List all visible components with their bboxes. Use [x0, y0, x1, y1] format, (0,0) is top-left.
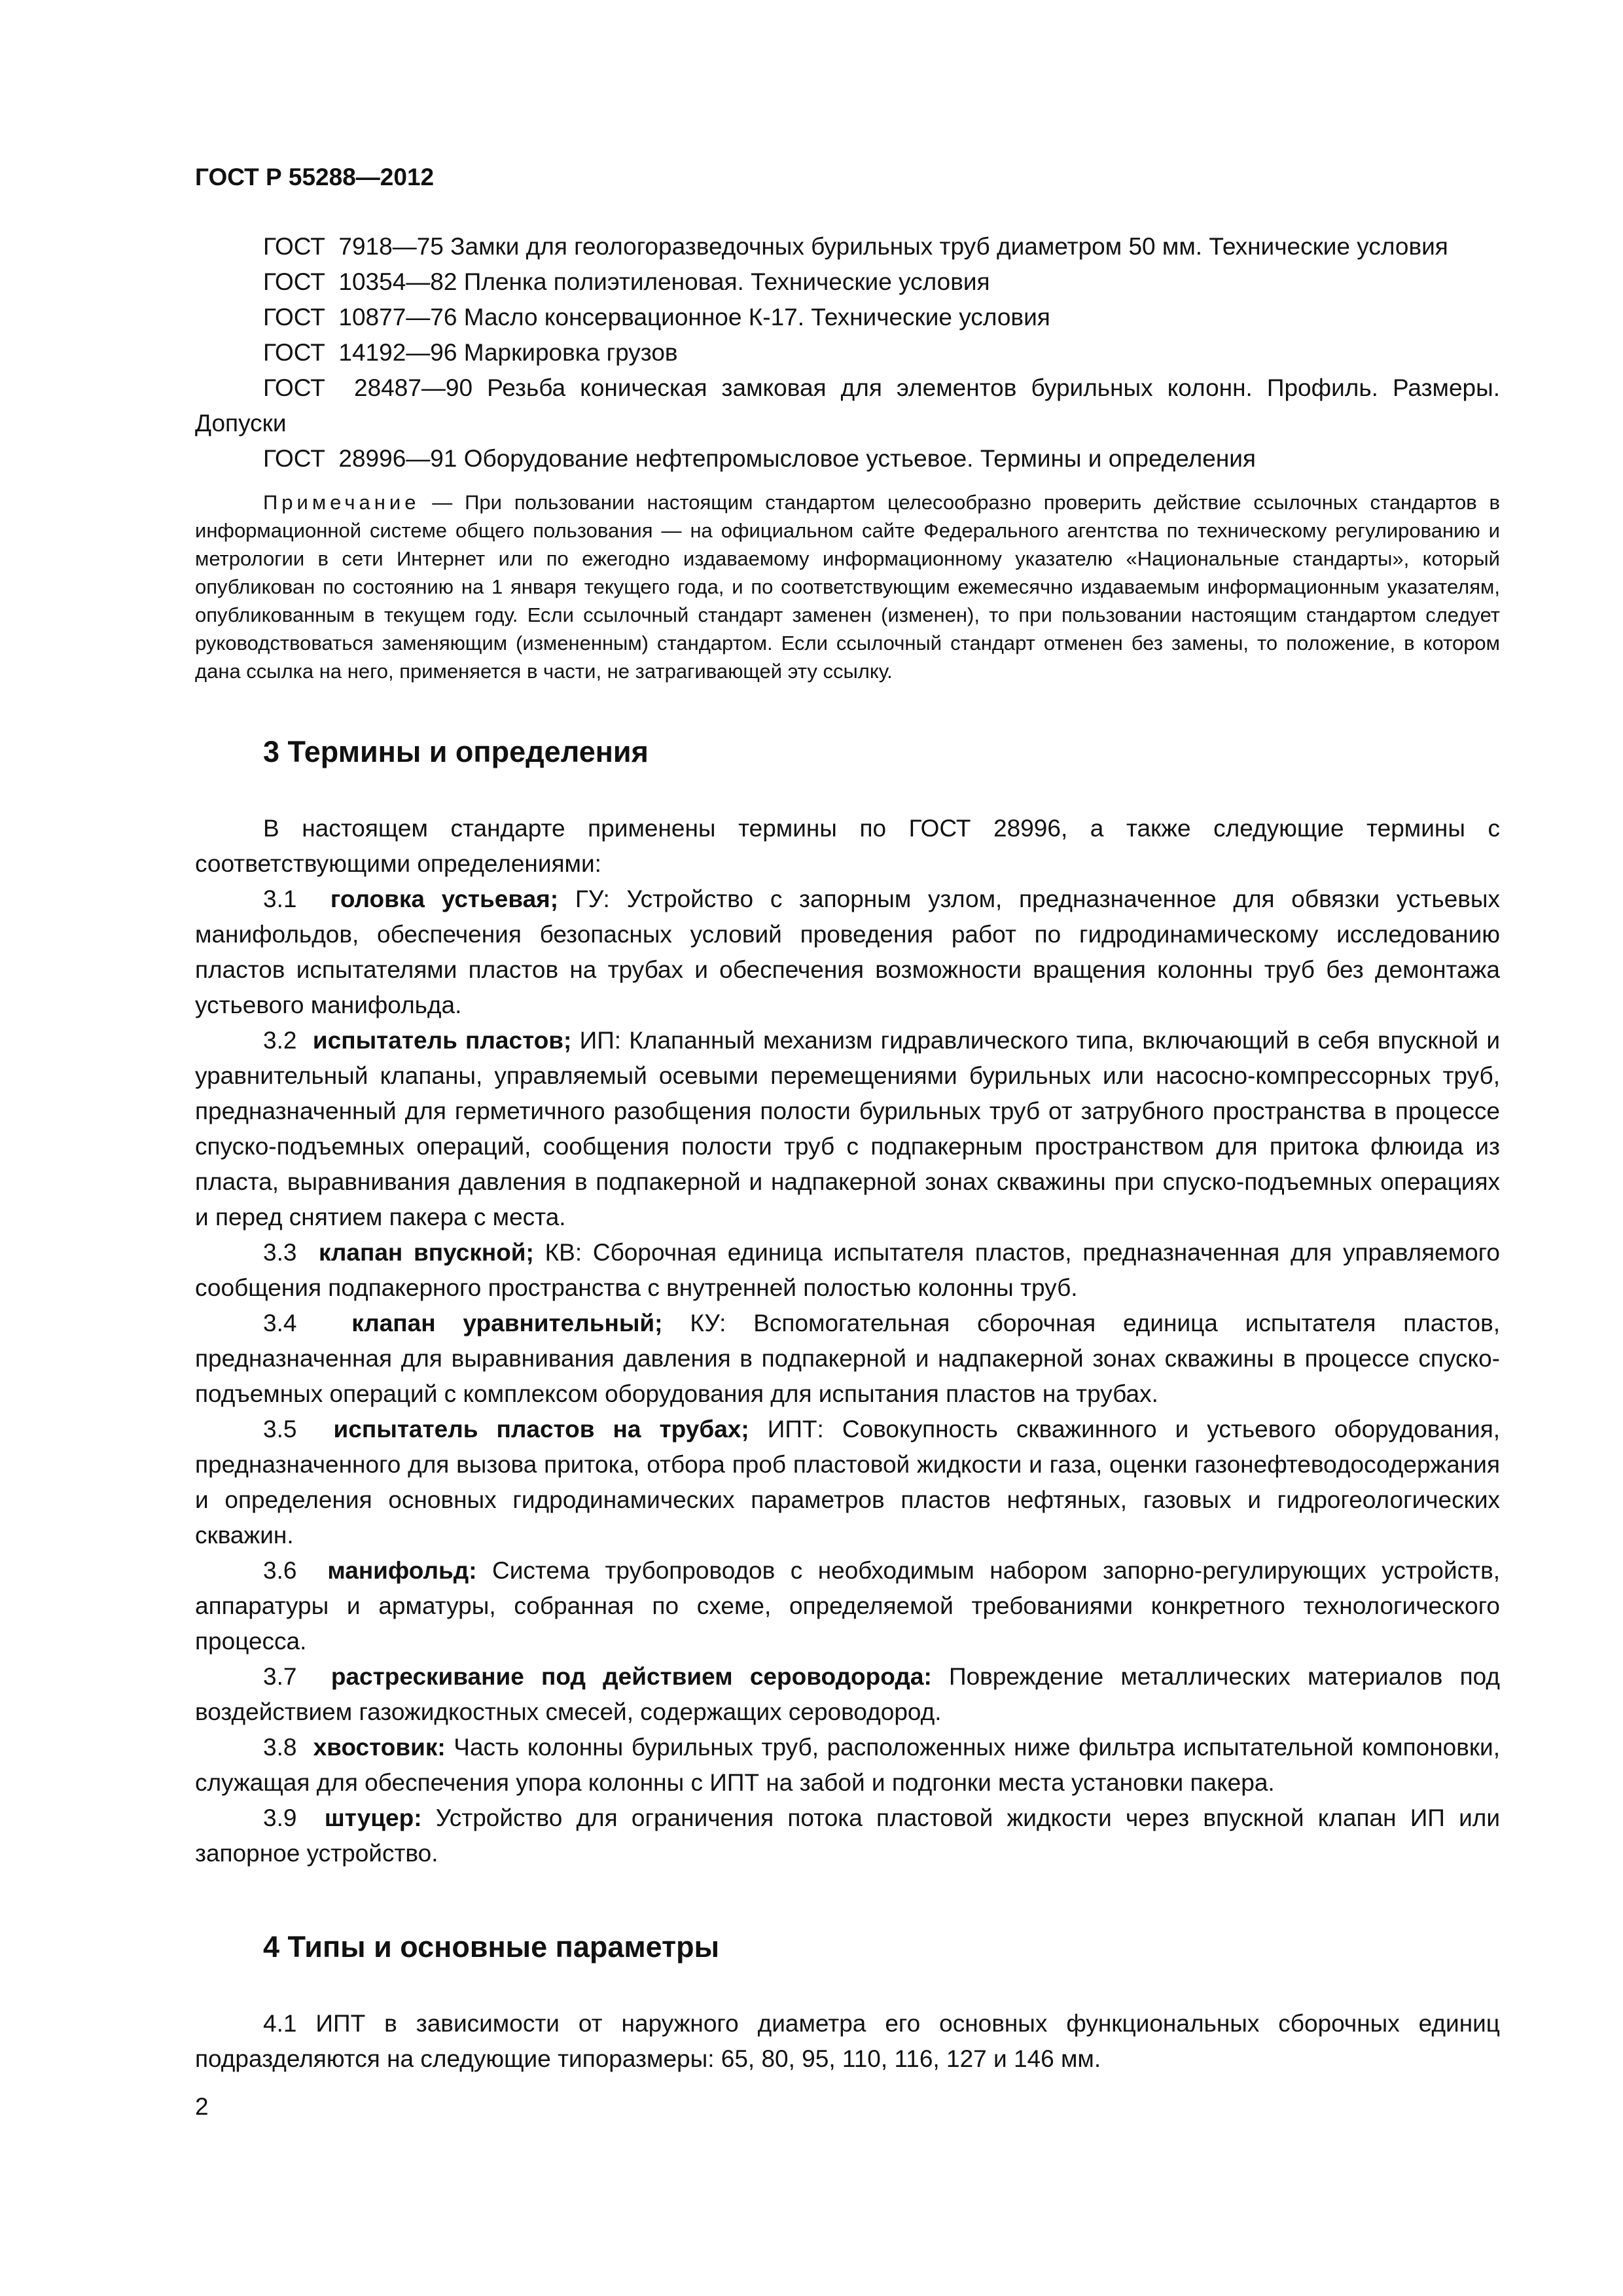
term-definition [195, 1730, 1500, 1801]
term-number: 3.2 [263, 1027, 297, 1054]
reference-item [195, 300, 1500, 335]
term-text: ГУ: Устройство с запорным узлом, предназначенное для обвязки устьевых манифольдов, обеспечения безопасных условий проведения работ по гидродинамическому исследованию пластов испытателями пластов на трубах и обеспечения возможности вращения колонны труб без демонтажа устьевого манифольда. [195, 886, 1501, 1018]
term-name: испытатель пластов на трубах; [333, 1416, 749, 1443]
term-number: 3.1 [263, 886, 297, 912]
note-text: — При пользовании настоящим стандартом целесообразно проверить действие ссылочных стандартов в информационной системе общего пользования — на официальном сайте Федерального агентства по техническому регулированию и метрологии в сети Интернет или по ежегодно издаваемому информационному указателю «Национальные стандарты», который опубликован по состоянию на 1 января текущего года, и по соответствующим ежемесячно издаваемым информационным указателям, опубликованным в текущем году. Если ссылочный стандарт заменен (изменен), то при пользовании настоящим стандартом следует руководствоваться заменяющим (измененным) стандартом. Если ссылочный стандарт отменен без замены, то положение, в котором дана ссылка на него, применяется в части, не затрагивающей эту ссылку. [195, 491, 1500, 683]
reference-code: ГОСТ 10877—76 [263, 304, 457, 331]
term-text: Часть колонны бурильных труб, расположенных ниже фильтра испытательной компоновки, служащая для обеспечения упора колонны с ИПТ на забой и подгонки места установки пакера. [195, 1734, 1500, 1796]
term-name: манифольд: [327, 1557, 477, 1584]
page-content [195, 229, 1500, 2077]
term-definition [195, 1235, 1500, 1306]
section-3-title: 3 Термины и определения [263, 735, 649, 768]
reference-item [195, 370, 1500, 441]
term-name: испытатель пластов; [312, 1027, 572, 1054]
term-definition [195, 1306, 1500, 1412]
term-text: КВ: Сборочная единица испытателя пластов, предназначенная для управляемого сообщения подпакерного пространства с внутренней полостью колонны труб. [195, 1239, 1500, 1301]
note-paragraph [195, 488, 1500, 685]
term-definition [195, 1659, 1500, 1730]
term-definition [195, 882, 1500, 1023]
reference-code: ГОСТ 28487—90 [263, 374, 473, 401]
reference-item [195, 441, 1500, 476]
reference-code: ГОСТ 7918—75 [263, 233, 444, 260]
section-3-intro: В настоящем стандарте применены термины по ГОСТ 28996, а также следующие термины с соответствующими определениями: [195, 815, 1500, 877]
reference-item [195, 335, 1500, 370]
reference-title: Резьба коническая замковая для элементов бурильных колонн. Профиль. Размеры. Допуски [195, 374, 1501, 437]
term-number: 3.3 [263, 1239, 297, 1266]
reference-item [195, 229, 1500, 264]
document-header: ГОСТ Р 55288—2012 [195, 164, 435, 190]
term-number: 3.6 [263, 1557, 297, 1584]
reference-title: Оборудование нефтепромысловое устьевое. Термины и определения [463, 445, 1256, 472]
term-name: клапан впускной; [318, 1239, 534, 1266]
term-name: клапан уравнительный; [351, 1310, 663, 1336]
section-4-title: 4 Типы и основные параметры [263, 1930, 720, 1964]
section-4-paragraph: 4.1 ИПТ в зависимости от наружного диаметра его основных функциональных сборочных единиц подразделяются на следующие типоразмеры: 65, 80, 95, 110, 116, 127 и 146 мм. [195, 2010, 1500, 2072]
reference-title: Маркировка грузов [463, 339, 678, 366]
normative-references [195, 229, 1500, 476]
reference-title: Масло консервационное К-17. Технические условия [463, 304, 1050, 331]
reference-code: ГОСТ 14192—96 [263, 339, 457, 366]
term-definition [195, 1553, 1500, 1659]
term-definition [195, 1023, 1500, 1235]
term-name: головка устьевая; [330, 886, 559, 912]
reference-item [195, 264, 1500, 300]
term-text: Устройство для ограничения потока пластовой жидкости через впускной клапан ИП или запорное устройство. [195, 1804, 1500, 1867]
reference-title: Замки для геологоразведочных бурильных труб диаметром 50 мм. Технические условия [450, 233, 1448, 260]
term-text: ИП: Клапанный механизм гидравлического типа, включающий в себя впускной и уравнительный клапаны, управляемый осевыми перемещениями бурильных или насосно-компрессорных труб, предназначенный для герметичного разобщения полости бурильных труб от затрубного пространства в процессе спуско-подъемных операций, сообщения полости труб с подпакерным пространством для притока флюида из пласта, выравнивания давления в подпакерной и надпакерной зонах скважины при спуско-подъемных операциях и перед снятием пакера с места. [195, 1027, 1500, 1230]
term-text: ИПТ: Совокупность скважинного и устьевого оборудования, предназначенного для вызова притока, отбора проб пластовой жидкости и газа, оценки газонефтеводосодержания и определения основных гидродинамических параметров пластов нефтяных, газовых и гидрогеологических скважин. [195, 1416, 1501, 1549]
term-name: штуцер: [324, 1804, 422, 1831]
term-name: растрескивание под действием сероводорода: [330, 1663, 932, 1690]
term-definition [195, 1801, 1500, 1871]
reference-code: ГОСТ 10354—82 [263, 268, 457, 295]
reference-code: ГОСТ 28996—91 [263, 445, 457, 472]
term-number: 3.5 [263, 1416, 297, 1443]
term-definition [195, 1412, 1500, 1553]
term-name: хвостовик: [313, 1734, 446, 1761]
term-number: 3.4 [263, 1310, 297, 1336]
page-number: 2 [195, 2093, 209, 2120]
term-number: 3.9 [263, 1804, 297, 1831]
term-text: КУ: Вспомогательная сборочная единица испытателя пластов, предназначенная для выравнивания давления в подпакерной и надпакерной зонах скважины в процессе спуско-подъемных операций с комплексом оборудования для испытания пластов на трубах. [195, 1310, 1500, 1407]
term-number: 3.8 [263, 1734, 297, 1761]
term-text: Система трубопроводов с необходимым набором запорно-регулирующих устройств, аппаратуры и арматуры, собранная по схеме, определяемой требованиями конкретного технологического процесса. [195, 1557, 1501, 1655]
term-text: Повреждение металлических материалов под воздействием газожидкостных смесей, содержащих сероводород. [195, 1663, 1501, 1725]
note-label: Примечание [263, 491, 420, 514]
term-number: 3.7 [263, 1663, 297, 1690]
reference-title: Пленка полиэтиленовая. Технические условия [463, 268, 990, 295]
